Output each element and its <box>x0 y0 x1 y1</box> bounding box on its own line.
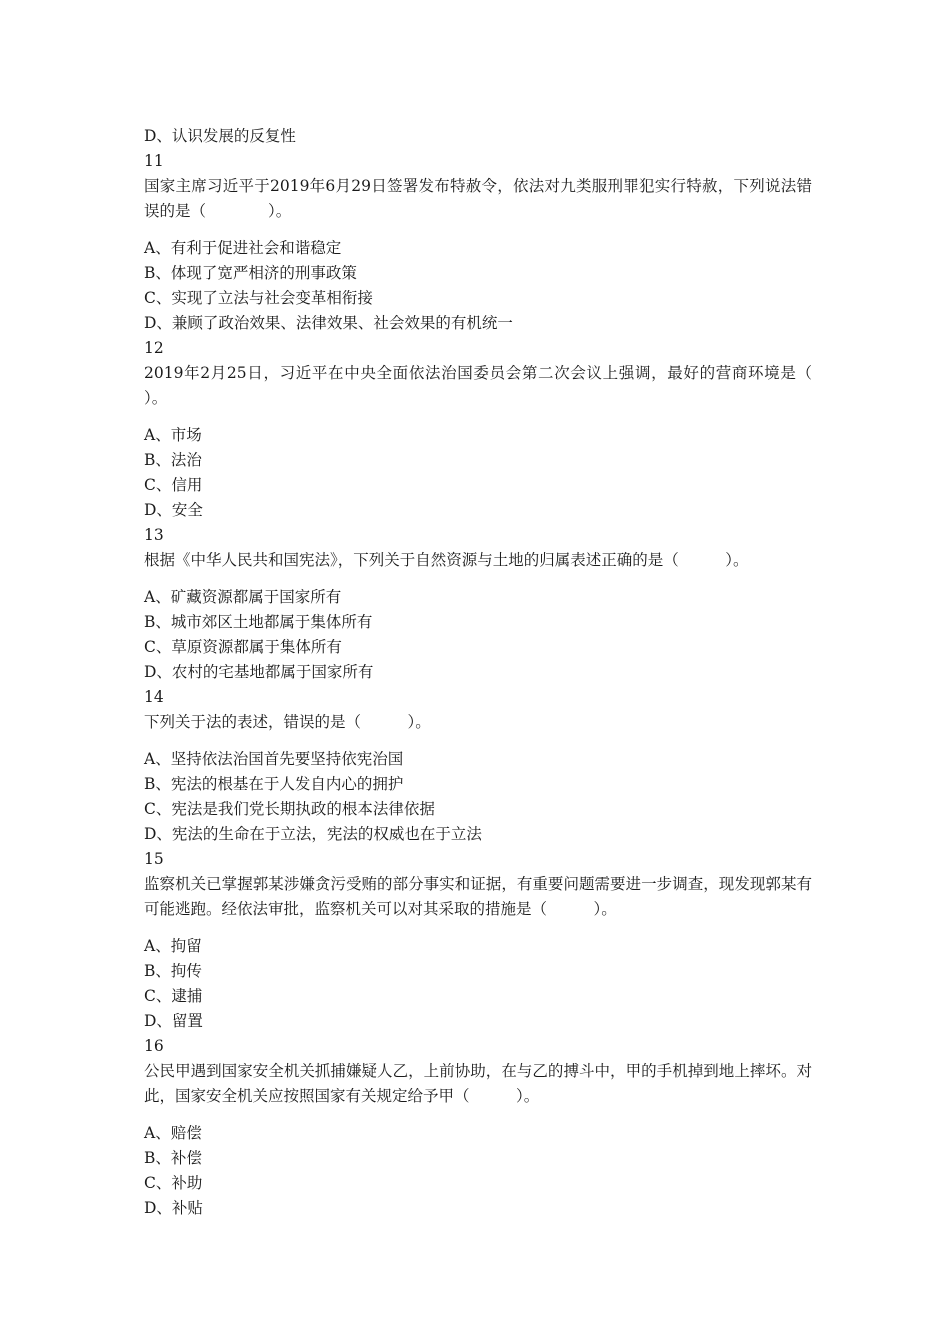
option-c-q12: C、信用 <box>144 476 203 494</box>
option-b-q16: B、补偿 <box>144 1149 202 1167</box>
option-b-q13: B、城市郊区土地都属于集体所有 <box>144 613 373 631</box>
question-text-14: 下列关于法的表述，错误的是（ ）。 <box>144 713 431 731</box>
question-text-11: 国家主席习近平于2019年6月29日签署发布特赦令，依法对九类服刑罪犯实行特赦，下列说法错误的是（ ）。 <box>144 177 812 220</box>
spacer <box>144 922 812 934</box>
option-d-q11: D、兼顾了政治效果、法律效果、社会效果的有机统一 <box>144 314 513 332</box>
option-b-q11: B、体现了宽严相济的刑事政策 <box>144 264 357 282</box>
option-a-q16: A、赔偿 <box>144 1124 202 1142</box>
question-text-15: 监察机关已掌握郭某涉嫌贪污受贿的部分事实和证据，有重要问题需要进一步调查，现发现郭某有可能逃跑。经依法审批，监察机关可以对其采取的措施是（ ）。 <box>144 875 812 918</box>
option-a-q15: A、拘留 <box>144 937 202 955</box>
option-b-q12: B、法治 <box>144 451 202 469</box>
option-a-q14: A、坚持依法治国首先要坚持依宪治国 <box>144 750 404 768</box>
option-c-q14: C、宪法是我们党长期执政的根本法律依据 <box>144 800 435 818</box>
option-d-q15: D、留置 <box>144 1012 203 1030</box>
option-d-q14: D、宪法的生命在于立法，宪法的权威也在于立法 <box>144 825 482 843</box>
option-d-q10: D、认识发展的反复性 <box>144 127 296 145</box>
question-number-12: 12 <box>144 339 164 357</box>
spacer <box>144 735 812 747</box>
option-d-q16: D、补贴 <box>144 1199 203 1217</box>
option-a-q11: A、有利于促进社会和谐稳定 <box>144 239 342 257</box>
question-text-12: 2019年2月25日，习近平在中央全面依法治国委员会第二次会议上强调，最好的营商环境是（ ）。 <box>144 364 859 407</box>
option-c-q11: C、实现了立法与社会变革相衔接 <box>144 289 373 307</box>
question-number-13: 13 <box>144 526 164 544</box>
option-c-q13: C、草原资源都属于集体所有 <box>144 638 342 656</box>
question-number-15: 15 <box>144 850 164 868</box>
document-page <box>144 124 859 1221</box>
question-number-11: 11 <box>144 152 164 170</box>
option-b-q15: B、拘传 <box>144 962 202 980</box>
option-a-q12: A、市场 <box>144 426 202 444</box>
spacer <box>144 1109 812 1121</box>
option-c-q15: C、逮捕 <box>144 987 203 1005</box>
option-d-q12: D、安全 <box>144 501 203 519</box>
spacer <box>144 573 812 585</box>
option-d-q13: D、农村的宅基地都属于国家所有 <box>144 663 374 681</box>
question-text-16: 公民甲遇到国家安全机关抓捕嫌疑人乙，上前协助，在与乙的搏斗中，甲的手机掉到地上摔坏。对此，国家安全机关应按照国家有关规定给予甲（ ）。 <box>144 1062 812 1105</box>
option-c-q16: C、补助 <box>144 1174 203 1192</box>
question-number-16: 16 <box>144 1037 164 1055</box>
spacer <box>144 411 812 423</box>
question-number-14: 14 <box>144 688 164 706</box>
spacer <box>144 224 812 236</box>
option-b-q14: B、宪法的根基在于人发自内心的拥护 <box>144 775 404 793</box>
question-text-13: 根据《中华人民共和国宪法》，下列关于自然资源与土地的归属表述正确的是（ ）。 <box>144 551 749 569</box>
option-a-q13: A、矿藏资源都属于国家所有 <box>144 588 342 606</box>
